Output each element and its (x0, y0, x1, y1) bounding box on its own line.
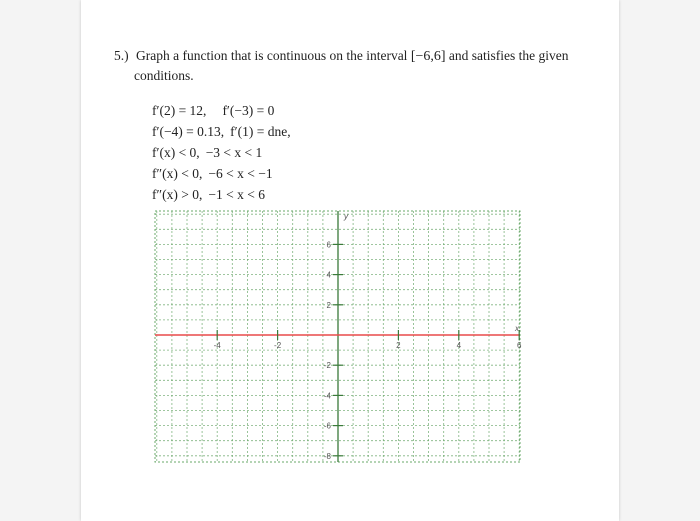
condition-right: −3 < x < 1 (205, 145, 263, 160)
y-tick-label: -6 (323, 421, 331, 431)
condition-right: −6 < x < −1 (208, 166, 273, 181)
x-axis-label: x (515, 324, 519, 333)
problem-number: 5.) (114, 48, 129, 63)
y-tick-label: -8 (323, 451, 331, 461)
condition-left: f′(x) < 0, (152, 145, 200, 160)
y-tick-label: 6 (326, 240, 331, 250)
x-tick-label: 4 (456, 341, 462, 350)
y-tick-label: -2 (323, 361, 331, 371)
condition-left: f″(x) < 0, (152, 166, 203, 181)
y-tick-label: -4 (323, 391, 331, 401)
x-tick-label: -4 (213, 341, 221, 350)
y-axis-label: y (344, 212, 348, 221)
problem-text-cont: conditions. (134, 68, 194, 83)
y-tick-label: 4 (326, 270, 331, 280)
x-tick-label: 2 (396, 341, 401, 350)
condition-right: f′(−3) = 0 (222, 103, 275, 118)
condition-right: −1 < x < 6 (208, 187, 265, 202)
condition-left: f′(2) = 12, (152, 103, 207, 118)
x-tick-label: -2 (274, 341, 282, 350)
problem-text-before: Graph a function that is continuous on the interval (136, 48, 408, 63)
problem-interval: [−6,6] (410, 49, 446, 64)
y-tick-label: 2 (326, 300, 331, 310)
x-tick-label: 6 (516, 341, 522, 350)
condition-left: f″(x) > 0, (152, 187, 203, 202)
condition-right: f′(1) = dne, (230, 124, 291, 139)
condition-left: f′(−4) = 0.13, (152, 124, 225, 139)
problem-text-after: and satisfies the given (448, 48, 569, 63)
